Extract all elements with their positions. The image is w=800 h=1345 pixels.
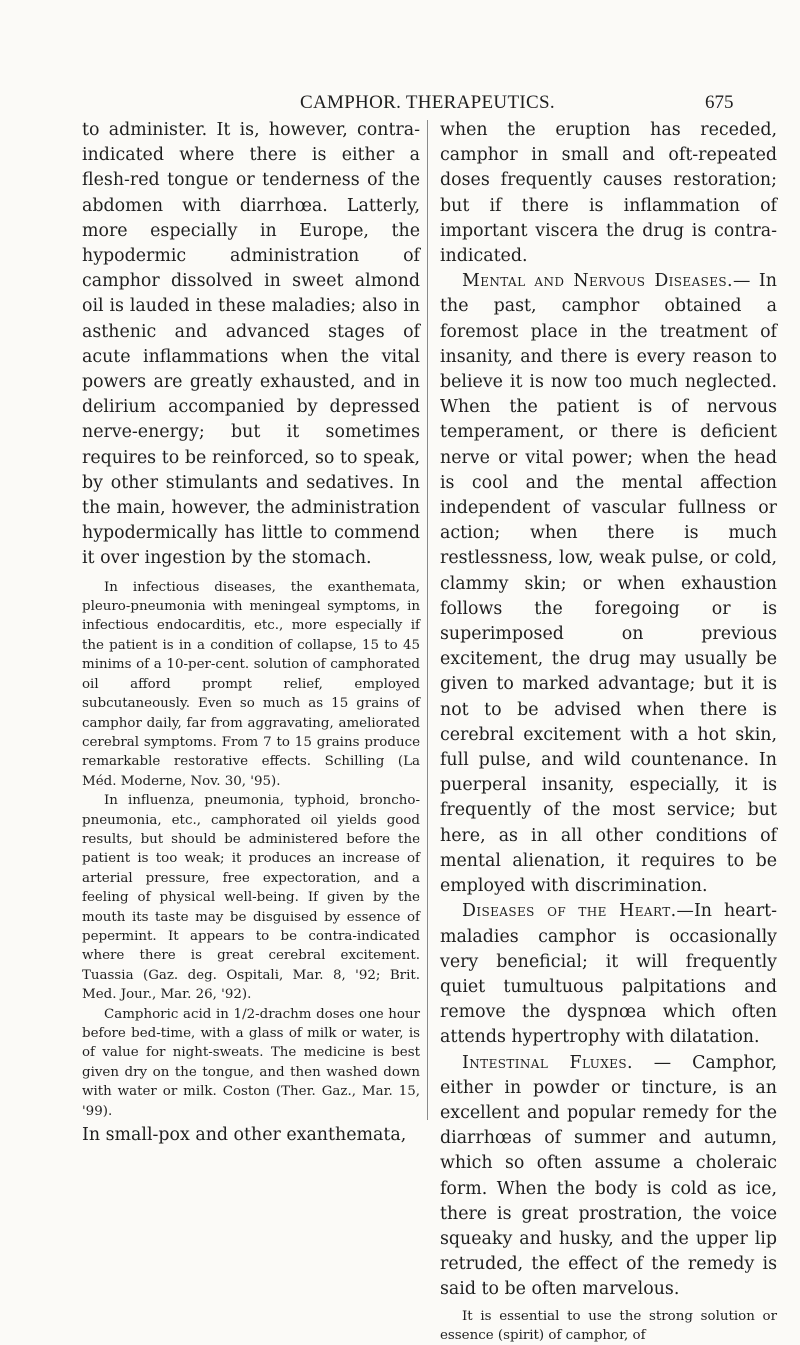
- body-paragraph-continued: In small-pox and other exanthemata,: [82, 1125, 407, 1146]
- section-body: —In heart-maladies camphor is occasionally very beneficial; it will frequently quiet tumultuous palpitations and remove the dyspnœa which often attends hypertrophy with dilatation.: [440, 901, 777, 1048]
- body-paragraph: when the eruption has receded, camphor in small and oft-repeated doses frequently causes restoration; but if there is inflammation of important viscera the drug is contra-indicated.: [440, 120, 777, 267]
- section-body: — In the past, camphor obtained a foremost place in the treatment of insanity, and there is every reason to believe it is now too much neglected. When the patient is of nervous temperament, or there is deficient nerve or vital power; when the head is cool and the mental affection independent of vascular fullness or action; when there is much restlessness, low, weak pulse, or cold, clammy skin; or when exhaustion follows the foregoing or is superimposed on previous excitement, the drug may usually be given to marked advantage; but it is not to be advised when there is cerebral excitement with a hot skin, full pulse, and wild countenance. In puerperal insanity, especially, it is frequently of the most service; but here, as in all other conditions of mental alienation, it requires to be employed with discrimination.: [440, 271, 778, 897]
- note-paragraph: Camphoric acid in 1/2-drachm doses one hour before bed-time, with a glass of milk or water, is of value for night-sweats. The medicine is best given dry on the tongue, and then washed down with water or milk. Coston (Ther. Gaz., Mar. 15, '99).: [82, 1006, 420, 1119]
- left-column: [82, 118, 420, 1148]
- section-heart: [440, 899, 777, 1050]
- note-paragraph: In influenza, pneumonia, typhoid, broncho-pneumonia, etc., camphorated oil yields good results, but should be administered before the patient is too weak; it produces an increase of arterial pressure, free expectoration, and a feeling of physical well-being. If given by the mouth its taste may be disguised by essence of pepermint. It appears to be contra-indicated where there is great cerebral excitement. Tuassia (Gaz. deg. Ospitali, Mar. 8, '92; Brit. Med. Jour., Mar. 26, '92).: [82, 793, 420, 1003]
- right-column: [440, 118, 777, 1345]
- page-number: 675: [705, 92, 734, 113]
- section-mental: [440, 269, 777, 899]
- section-heading: Diseases of the Heart.: [462, 901, 677, 922]
- section-heading: Mental and Nervous Diseases.: [462, 271, 733, 292]
- section-heading: Intestinal Fluxes.: [462, 1052, 633, 1073]
- running-head: CAMPHOR. THERAPEUTICS.: [300, 92, 555, 113]
- note-paragraph: In infectious diseases, the exanthemata, pleuro-pneumonia with meningeal symptoms, in infectious endocarditis, etc., more especially if the patient is in a condition of collapse, 15 to 45 minims of a 10-per-cent. solution of camphorated oil afford prompt relief, employed subcutaneously. Even so much as 15 grains of camphor daily, far from aggravating, ameliorated cerebral symptoms. From 7 to 15 grains produce remarkable restorative effects. Schilling (La Méd. Moderne, Nov. 30, '95).: [82, 579, 420, 789]
- column-divider: [427, 120, 428, 1120]
- section-body: — Camphor, either in powder or tincture, is an excellent and popular remedy for the diarrhœas of summer and autumn, which so often assume a choleraic form. When the body is cold as ice, there is great prostration, the voice squeaky and husky, and the upper lip retruded, the effect of the remedy is said to be often marvelous.: [440, 1052, 777, 1300]
- section-fluxes: [440, 1051, 777, 1303]
- body-paragraph: to administer. It is, however, contra-indicated where there is either a flesh-red tongue or tenderness of the abdomen with diarrhœa. Latterly, more especially in Europe, the hypodermic administration of camphor dissolved in sweet almond oil is lauded in these maladies; also in asthenic and advanced stages of acute inflammations when the vital powers are greatly exhausted, and in delirium accompanied by depressed nerve-energy; but it sometimes requires to be reinforced, so to speak, by other stimulants and sedatives. In the main, however, the administration hypodermically has little to commend it over ingestion by the stomach.: [82, 120, 420, 569]
- note-paragraph: It is essential to use the strong solution or essence (spirit) of camphor, of: [440, 1308, 777, 1343]
